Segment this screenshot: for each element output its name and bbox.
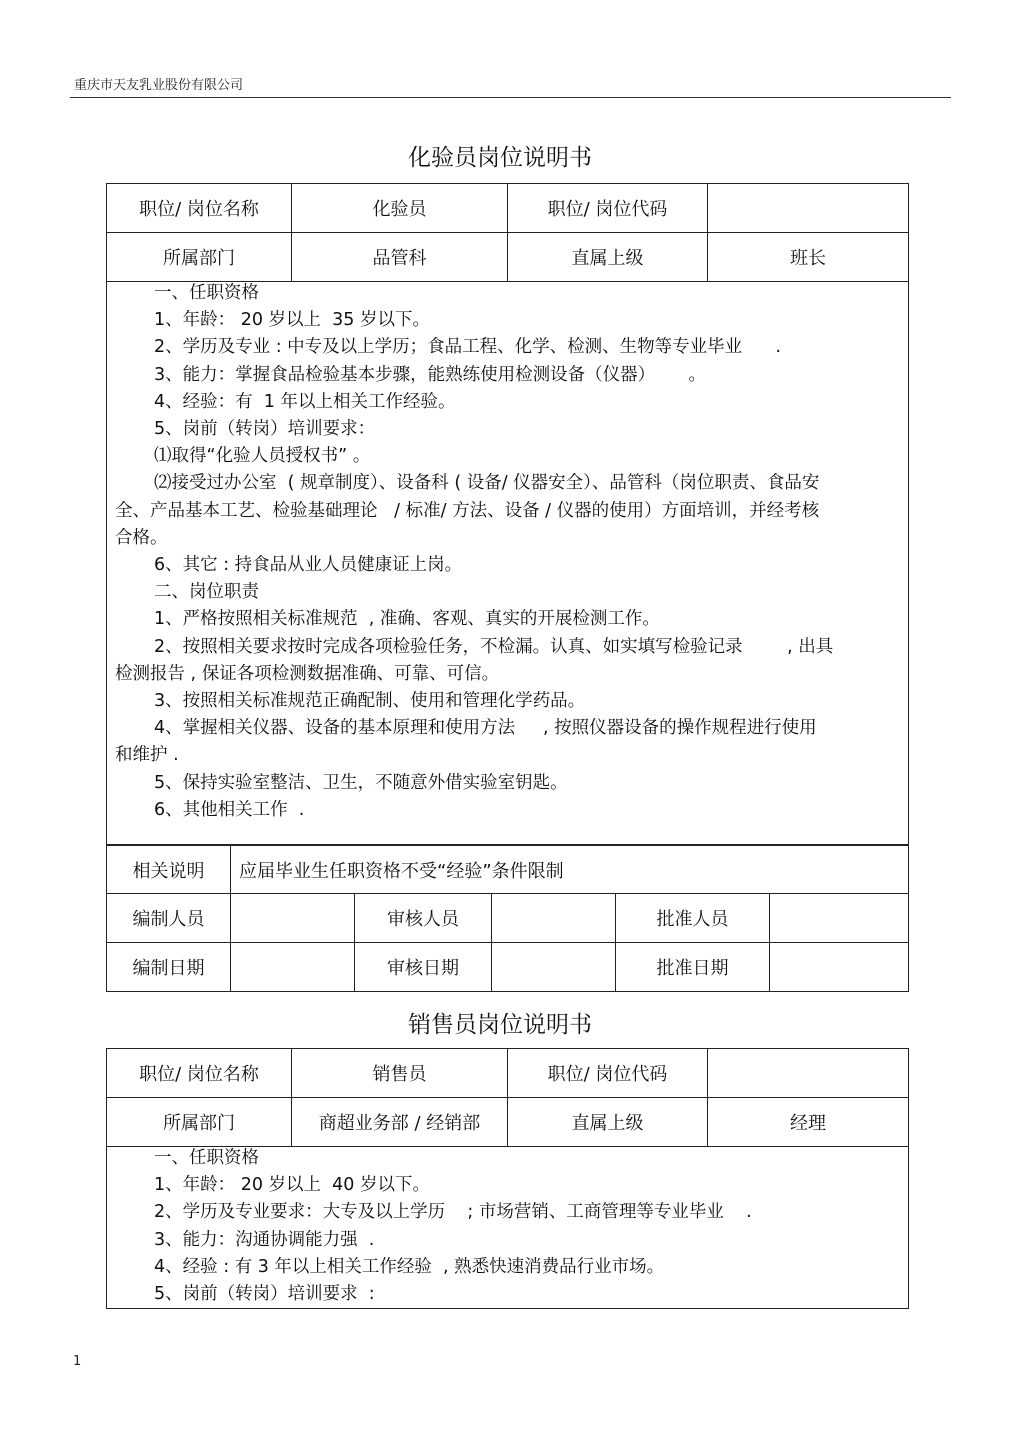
reviewed-by-label: 审核人员 <box>355 894 492 943</box>
body-line: 3、能力：沟通协调能力强 . <box>154 1229 375 1250</box>
prepared-date-value <box>231 943 355 992</box>
reviewed-by-value <box>492 894 616 943</box>
doc2-row-department <box>107 1098 909 1147</box>
doc1-body-cell <box>107 282 909 845</box>
position-code-label: 职位/ 岗位代码 <box>508 184 708 233</box>
doc1-row-note <box>107 846 909 894</box>
position-name-label: 职位/ 岗位名称 <box>107 1049 292 1098</box>
department-value: 商超业务部 / 经销部 <box>292 1098 508 1147</box>
position-code-value <box>708 1049 909 1098</box>
prepared-by-label: 编制人员 <box>107 894 231 943</box>
body-line: 2、学历及专业 : 中专及以上学历；食品工程、化学、检测、生物等专业毕业 . <box>154 337 782 358</box>
body-line: 4、掌握相关仪器、设备的基本原理和使用方法 , 按照仪器设备的操作规程进行使用 <box>154 718 817 739</box>
doc1-row-body <box>107 282 909 845</box>
body-line: 3、能力：掌握食品检验基本步骤，能熟练使用检测设备（仪器） 。 <box>154 364 707 385</box>
supervisor-value: 班长 <box>708 233 909 282</box>
company-header: 重庆市天友乳业股份有限公司 <box>74 78 244 93</box>
position-code-value <box>708 184 909 233</box>
page-number: 1 <box>73 1354 82 1369</box>
approved-date-label: 批准日期 <box>616 943 770 992</box>
body-line: 合格。 <box>115 527 168 548</box>
doc1-row-dates <box>107 943 909 992</box>
body-line: 二、岗位职责 <box>154 582 259 603</box>
doc2-row-body <box>107 1147 909 1309</box>
approved-date-value <box>770 943 909 992</box>
doc1-info-table <box>106 183 909 845</box>
body-line: 一、任职资格 <box>154 1148 259 1168</box>
doc2-body-text <box>115 1145 900 1308</box>
body-line: 4、经验：有 1 年以上相关工作经验。 <box>154 391 456 412</box>
doc1-row-department <box>107 233 909 282</box>
doc2-title: 销售员岗位说明书 <box>408 1012 592 1038</box>
body-line: 和维护 . <box>115 745 179 766</box>
supervisor-value: 经理 <box>708 1098 909 1147</box>
doc1-sign-table <box>106 845 909 992</box>
position-name-label: 职位/ 岗位名称 <box>107 184 292 233</box>
body-line: 1、年龄： 20 岁以上 40 岁以下。 <box>154 1175 430 1196</box>
doc1-body-text <box>115 280 900 824</box>
prepared-date-label: 编制日期 <box>107 943 231 992</box>
supervisor-label: 直属上级 <box>508 1098 708 1147</box>
doc1-row-position <box>107 184 909 233</box>
body-line: 2、学历及专业要求：大专及以上学历 ; 市场营销、工商管理等专业毕业 . <box>154 1202 752 1223</box>
body-line: 6、其它 : 持食品从业人员健康证上岗。 <box>154 555 463 576</box>
note-label: 相关说明 <box>107 846 231 894</box>
reviewed-date-label: 审核日期 <box>355 943 492 992</box>
doc2-body-cell <box>107 1147 909 1309</box>
body-line: 2、按照相关要求按时完成各项检验任务，不检漏。认真、如实填写检验记录 , 出具 <box>154 636 834 657</box>
department-label: 所属部门 <box>107 1098 292 1147</box>
doc1-row-prepared <box>107 894 909 943</box>
body-line: ⑵接受过办公室 ( 规章制度）、设备科 ( 设备/ 仪器安全）、品管科（岗位职责、食品安 <box>154 473 820 494</box>
body-line: 1、年龄： 20 岁以上 35 岁以下。 <box>154 310 430 331</box>
body-line: 检测报告 , 保证各项检测数据准确、可靠、可信。 <box>115 663 500 684</box>
body-line: ⑴取得“化验人员授权书” 。 <box>154 446 371 467</box>
note-value: 应届毕业生任职资格不受“经验”条件限制 <box>231 846 909 894</box>
header-divider <box>70 97 951 98</box>
position-name-value: 化验员 <box>292 184 508 233</box>
department-value: 品管科 <box>292 233 508 282</box>
department-label: 所属部门 <box>107 233 292 282</box>
prepared-by-value <box>231 894 355 943</box>
position-code-label: 职位/ 岗位代码 <box>508 1049 708 1098</box>
body-line: 5、保持实验室整洁、卫生，不随意外借实验室钥匙。 <box>154 772 568 793</box>
doc2-row-position <box>107 1049 909 1098</box>
approved-by-label: 批准人员 <box>616 894 770 943</box>
body-line: 6、其他相关工作 . <box>154 799 305 820</box>
supervisor-label: 直属上级 <box>508 233 708 282</box>
body-line: 全、产品基本工艺、检验基础理论 / 标准/ 方法、设备 / 仪器的使用）方面培训，并经考核 <box>115 500 820 521</box>
doc1-title: 化验员岗位说明书 <box>408 145 592 171</box>
body-line: 1、严格按照相关标准规范 , 准确、客观、真实的开展检测工作。 <box>154 609 660 630</box>
body-line: 5、岗前（转岗）培训要求 : <box>154 1284 375 1305</box>
doc2-info-table <box>106 1048 909 1309</box>
body-line: 5、岗前（转岗）培训要求： <box>154 419 376 440</box>
body-line: 3、按照相关标准规范正确配制、使用和管理化学药品。 <box>154 691 586 712</box>
position-name-value: 销售员 <box>292 1049 508 1098</box>
body-line: 4、经验 : 有 3 年以上相关工作经验 , 熟悉快速消费品行业市场。 <box>154 1256 665 1277</box>
reviewed-date-value <box>492 943 616 992</box>
approved-by-value <box>770 894 909 943</box>
body-line: 一、任职资格 <box>154 283 259 303</box>
